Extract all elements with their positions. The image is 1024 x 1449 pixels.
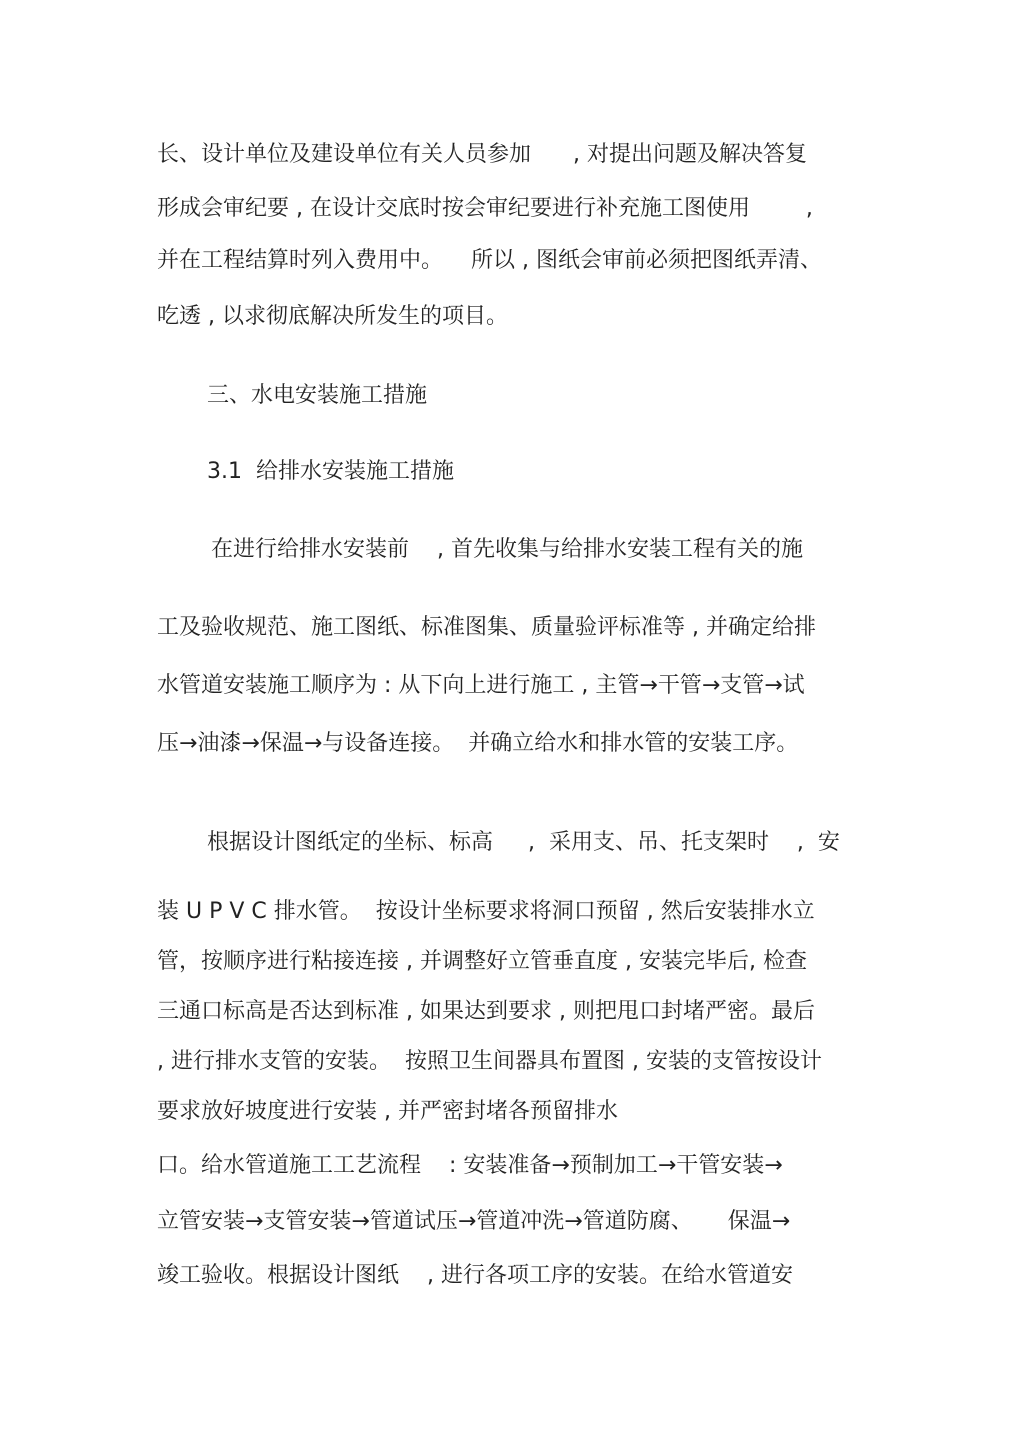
paragraph-line: 三通口标高是否达到标准 , 如果达到要求 , 则把甩口封堵严密。最后 bbox=[157, 999, 815, 1024]
paragraph-line: 工及验收规范、施工图纸、标准图集、质量验评标准等 , 并确定给排 bbox=[157, 615, 816, 640]
paragraph-line: 吃透 , 以求彻底解决所发生的项目。 bbox=[157, 304, 508, 329]
paragraph-line: , 进行排水支管的安装。 按照卫生间器具布置图 , 安装的支管按设计 bbox=[157, 1049, 822, 1074]
paragraph-line: 竣工验收。根据设计图纸 , 进行各项工序的安装。在给水管道安 bbox=[157, 1263, 793, 1288]
paragraph-line: 长、设计单位及建设单位有关人员参加 , 对提出问题及解决答复 bbox=[157, 142, 807, 167]
section-heading: 三、水电安装施工措施 bbox=[207, 383, 428, 408]
paragraph-line: 形成会审纪要 , 在设计交底时按会审纪要进行补充施工图使用 , bbox=[157, 196, 813, 221]
paragraph-line: 管，按顺序进行粘接连接 , 并调整好立管垂直度 , 安装完毕后, 检查 bbox=[157, 949, 807, 974]
paragraph-line: 压→油漆→保温→与设备连接。 并确立给水和排水管的安装工序。 bbox=[157, 731, 799, 756]
paragraph-line: 水管道安装施工顺序为 : 从下向上进行施工 , 主管→干管→支管→试 bbox=[157, 673, 805, 698]
subsection-heading: 3.1 给排水安装施工措施 bbox=[207, 459, 454, 484]
paragraph-line: 根据设计图纸定的坐标、标高 , 采用支、吊、托支架时 , 安 bbox=[207, 830, 840, 855]
paragraph-line: 装 U P V C 排水管。 按设计坐标要求将洞口预留 , 然后安装排水立 bbox=[157, 899, 815, 924]
paragraph-line: 在进行给排水安装前 , 首先收集与给排水安装工程有关的施 bbox=[211, 537, 803, 562]
paragraph-line: 立管安装→支管安装→管道试压→管道冲洗→管道防腐、 保温→ bbox=[157, 1209, 791, 1234]
paragraph-line: 要求放好坡度进行安装 , 并严密封堵各预留排水 bbox=[157, 1099, 618, 1124]
paragraph-line: 并在工程结算时列入费用中。 所以 , 图纸会审前必须把图纸弄清、 bbox=[157, 248, 822, 273]
paragraph-line: 口。给水管道施工工艺流程 : 安装准备→预制加工→干管安装→ bbox=[157, 1153, 783, 1178]
